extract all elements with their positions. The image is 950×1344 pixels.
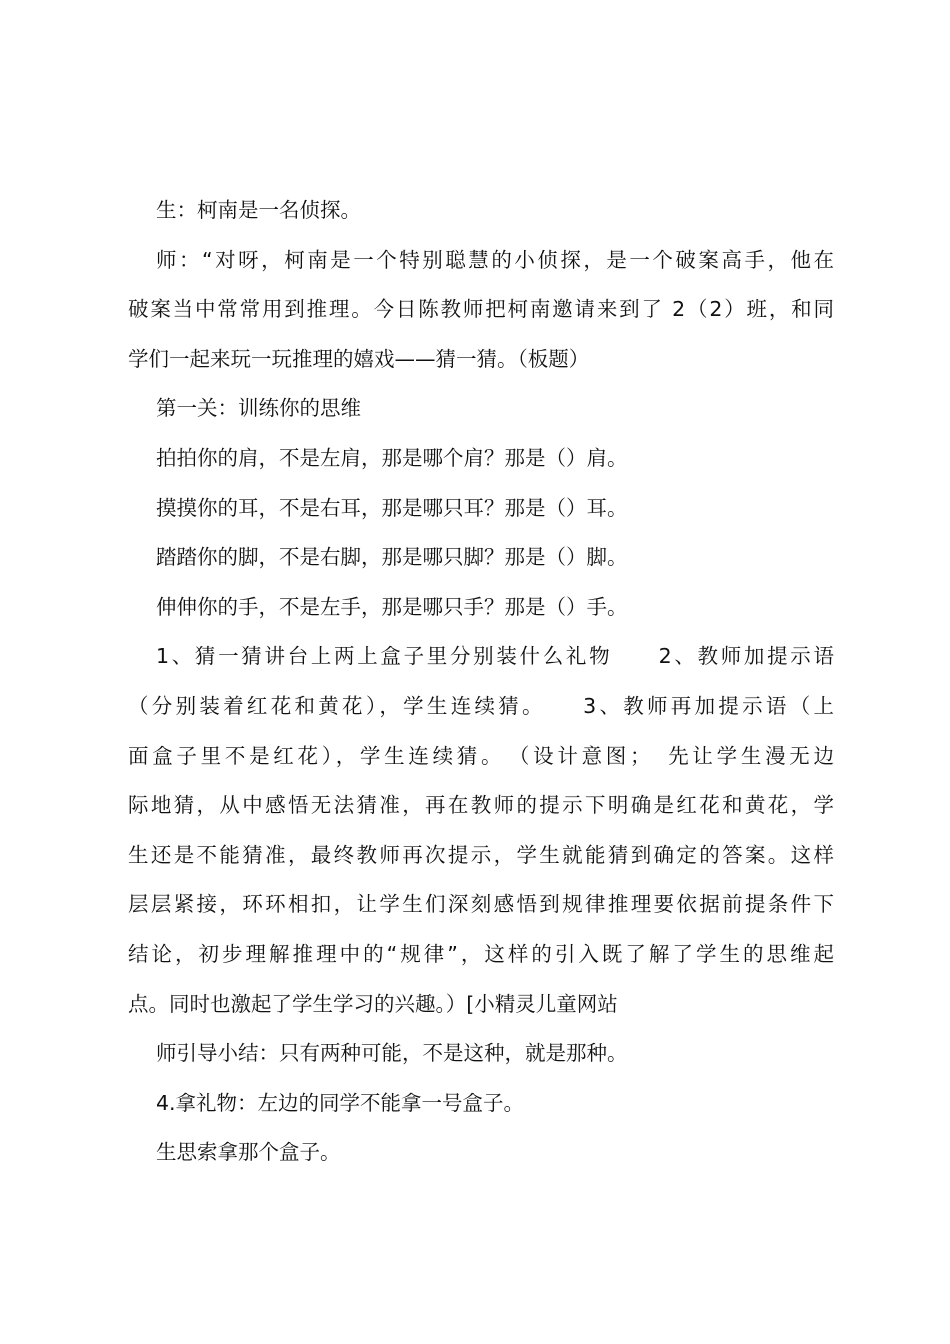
paragraph-summary	[128, 1029, 834, 1079]
text-line: （分别装着红花和黄花），学生连续猜。 3、教师再加提示语（上	[128, 693, 834, 718]
text-line: 踏踏你的脚，不是右脚，那是哪只脚？那是（）脚。	[156, 545, 628, 570]
paragraph-hand	[128, 583, 834, 633]
text-line: 生：柯南是一名侦探。	[156, 198, 361, 222]
text-line: 4.拿礼物：左边的同学不能拿一号盒子。	[156, 1090, 525, 1115]
paragraph-shoulder	[128, 434, 834, 484]
text-line: 师引导小结：只有两种可能，不是这种，就是那种。	[156, 1041, 628, 1066]
paragraph-student-thinks	[128, 1128, 834, 1178]
text-line: 生思索拿那个盒子。	[156, 1140, 341, 1165]
text-line: 伸伸你的手，不是左手，那是哪只手？那是（）手。	[156, 594, 628, 619]
text-line: 破案当中常常用到推理。今日陈教师把柯南邀请来到了 2（2）班，和同	[128, 297, 834, 322]
paragraph-take-gift	[128, 1079, 834, 1129]
text-line: 面盒子里不是红花），学生连续猜。 （设计意图； 先让学生漫无边	[128, 743, 834, 768]
text-line: 结论，初步理解推理中的“规律”，这样的引入既了解了学生的思维起	[128, 941, 834, 966]
paragraph-foot	[128, 533, 834, 583]
text-line: 点。同时也激起了学生学习的兴趣。）[小精灵儿童网站	[128, 991, 618, 1016]
text-line: 生还是不能猜准，最终教师再次提示，学生就能猜到确定的答案。这样	[128, 842, 834, 867]
text-line: 师：“对呀，柯南是一个特别聪慧的小侦探，是一个破案高手，他在	[156, 247, 834, 272]
text-line: 拍拍你的肩，不是左肩，那是哪个肩？那是（）肩。	[156, 445, 628, 470]
paragraph-teacher-intro	[128, 236, 834, 385]
text-line: 层层紧接，环环相扣，让学生们深刻感悟到规律推理要依据前提条件下	[128, 892, 834, 917]
paragraph-ear	[128, 484, 834, 534]
text-line: 际地猜，从中感悟无法猜准，再在教师的提示下明确是红花和黄花，学	[128, 793, 834, 818]
paragraph-student-answer	[128, 186, 834, 236]
document-page	[128, 186, 834, 1178]
text-line: 1、猜一猜讲台上两上盒子里分别装什么礼物 2、教师加提示语	[156, 644, 834, 669]
text-line: 学们一起来玩一玩推理的嬉戏——猜一猜。（板题）	[128, 346, 590, 371]
paragraph-guessing-game	[128, 632, 834, 1029]
paragraph-level-one-title	[128, 384, 834, 434]
text-line: 第一关：训练你的思维	[156, 396, 361, 421]
text-line: 摸摸你的耳，不是右耳，那是哪只耳？那是（）耳。	[156, 495, 628, 520]
